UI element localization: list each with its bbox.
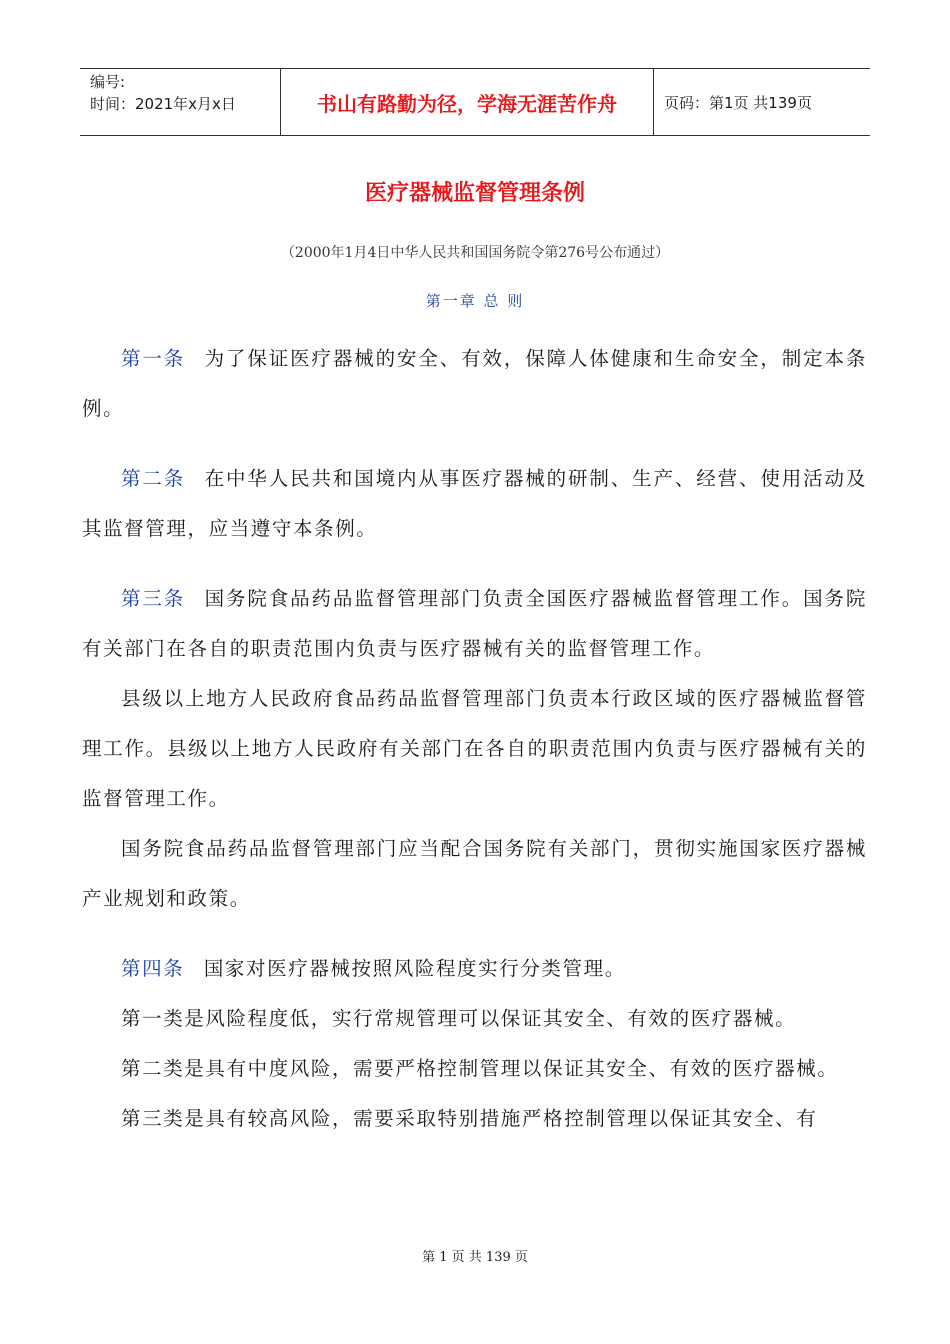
article-label: 第一条 <box>121 347 186 370</box>
paragraph <box>82 1044 867 1094</box>
document-body <box>82 334 867 1144</box>
paragraph-text: 第二类是具有中度风险，需要严格控制管理以保证其安全、有效的医疗器械。 <box>121 1057 839 1080</box>
paragraph-text: 县级以上地方人民政府食品药品监督管理部门负责本行政区域的医疗器械监督管理工作。县级以上地方人民政府有关部门在各自的职责范围内负责与医疗器械有关的监督管理工作。 <box>82 687 867 810</box>
article-paragraph <box>82 944 867 994</box>
time-label: 时间：2021年x月x日 <box>90 95 236 113</box>
paragraph-text: 在中华人民共和国境内从事医疗器械的研制、生产、经营、使用活动及其监督管理，应当遵守本条例。 <box>82 467 867 540</box>
header-meta <box>80 69 281 135</box>
header-page-info: 页码：第1页 共139页 <box>664 93 812 112</box>
paragraph <box>82 994 867 1044</box>
article-label: 第二条 <box>121 467 186 490</box>
paragraph-text: 国家对医疗器械按照风险程度实行分类管理。 <box>203 957 626 980</box>
paragraph <box>82 674 867 824</box>
article-label: 第四条 <box>121 957 185 980</box>
article-paragraph <box>82 334 867 434</box>
paragraph-text: 国务院食品药品监督管理部门负责全国医疗器械监督管理工作。国务院有关部门在各自的职责范围内负责与医疗器械有关的监督管理工作。 <box>82 587 867 660</box>
article-label: 第三条 <box>121 587 186 610</box>
document-title: 医疗器械监督管理条例 <box>364 181 585 206</box>
paragraph-text: 第三类是具有较高风险，需要采取特别措施严格控制管理以保证其安全、有 <box>121 1107 818 1130</box>
header-motto: 书山有路勤为径，学海无涯苦作舟 <box>281 69 654 135</box>
paragraph-text: 第一类是风险程度低，实行常规管理可以保证其安全、有效的医疗器械。 <box>121 1007 797 1030</box>
chapter-heading: 第一章 总 则 <box>425 292 525 310</box>
paragraph-text: 国务院食品药品监督管理部门应当配合国务院有关部门，贯彻实施国家医疗器械产业规划和政策。 <box>82 837 867 910</box>
article-paragraph <box>82 454 867 554</box>
paragraph <box>82 1094 867 1144</box>
page-footer: 第 1 页 共 139 页 <box>422 1250 528 1265</box>
number-label: 编号: <box>90 73 126 91</box>
paragraph <box>82 824 867 924</box>
document-subtitle: （2000年1月4日中华人民共和国国务院令第276号公布通过） <box>280 245 670 261</box>
header-table <box>80 68 870 136</box>
article-paragraph <box>82 574 867 674</box>
paragraph-text: 为了保证医疗器械的安全、有效，保障人体健康和生命安全，制定本条例。 <box>82 347 867 420</box>
